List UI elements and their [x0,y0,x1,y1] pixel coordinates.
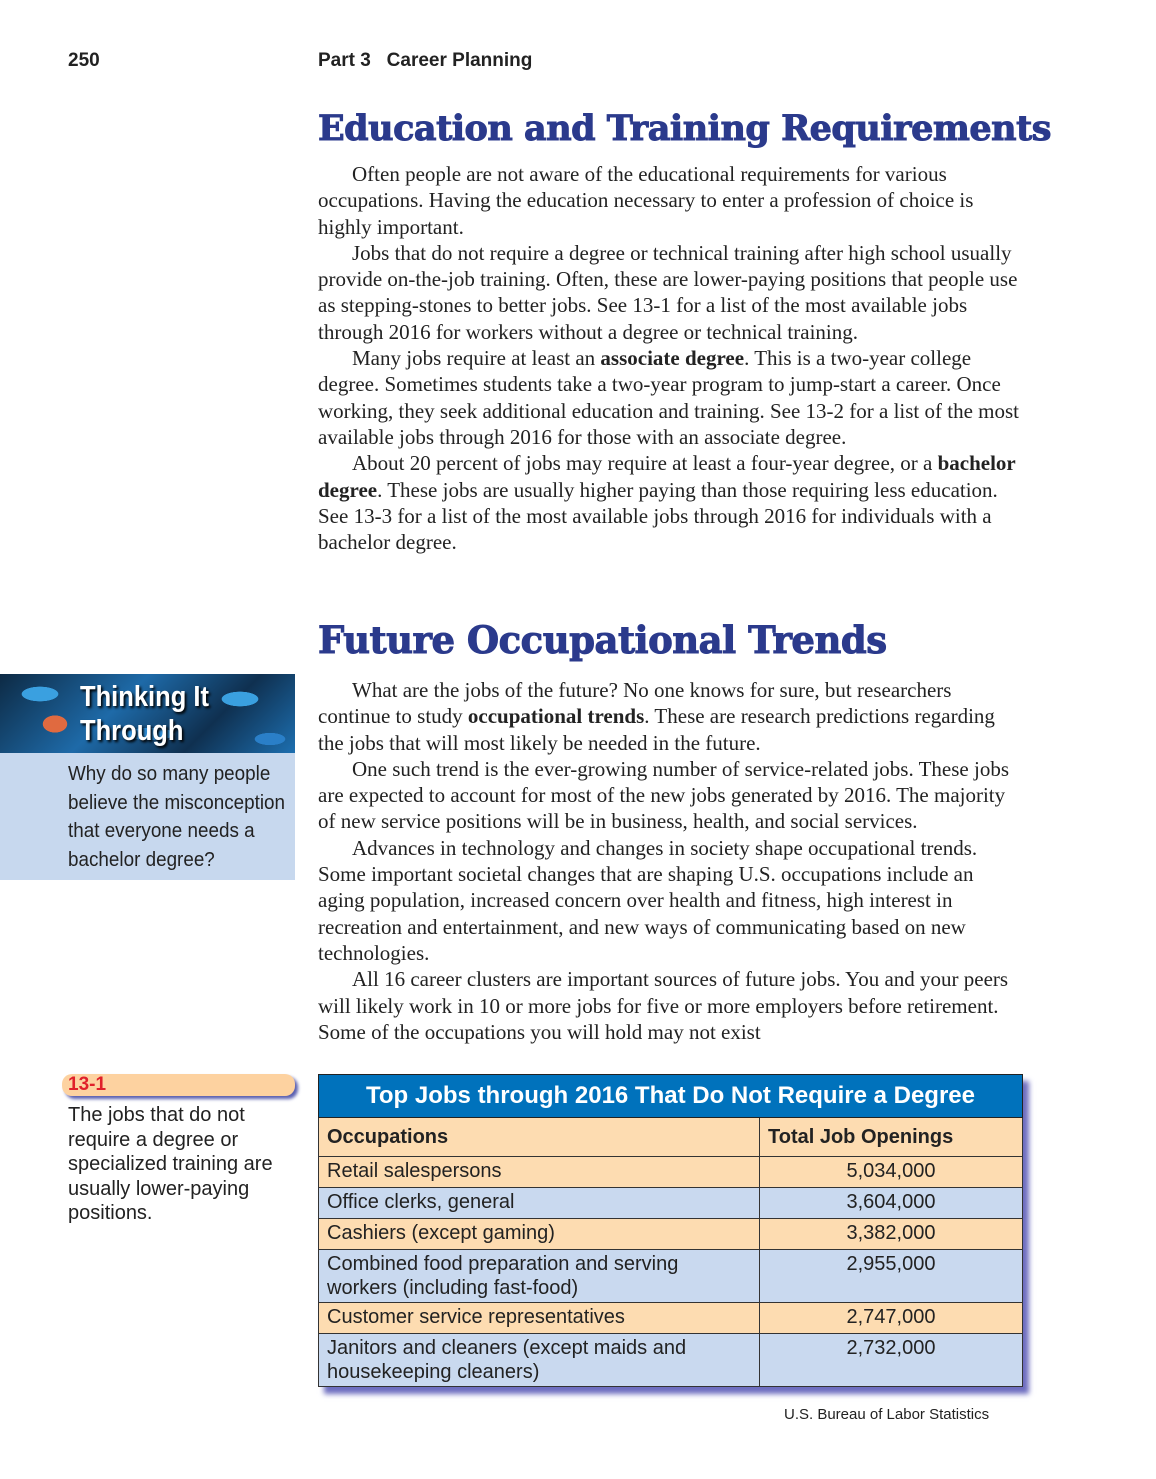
section-heading-education: Education and Training Requirements [318,108,1051,149]
key-term: bachelor degree [318,451,1016,502]
table-row [319,1334,1023,1387]
running-header [318,50,532,72]
text-run: Many jobs require at least an [352,346,601,371]
paragraph [318,161,1023,240]
page-number: 250 [68,50,100,71]
text-run: . These jobs are usually higher paying than those requiring less education. See 13-3 for a list of the most available jobs through 2016 for individuals with a bachelor degree. [318,477,998,555]
text-run: About 20 percent of jobs may require at least a four-year degree, or a [352,451,938,476]
part-title: Career Planning [386,50,533,71]
table-header-row [319,1118,1023,1157]
text-run: . These are research predictions regarding the jobs that will most likely be needed in the future. [318,704,995,755]
table-row [319,1250,1023,1303]
paragraph [318,677,1023,756]
section-body-education [318,161,1023,555]
text-run: What are the jobs of the future? No one knows for sure, but researchers continue to study [318,678,952,729]
openings-cell: 2,747,000 [760,1303,1023,1334]
section-body-trends [318,677,1023,1045]
openings-cell: 3,382,000 [760,1219,1023,1250]
column-header-occupations: Occupations [319,1118,760,1157]
occupation-cell: Office clerks, general [319,1188,760,1219]
text-run: All 16 career clusters are important sources of future jobs. You and your peers will likely work in 10 or more jobs for five or more employers before retirement. Some of the occupations you will hold may not exist [318,967,1009,1044]
paragraph [318,835,1023,966]
key-term: occupational trends [467,704,645,729]
thinking-title: Thinking It Through [80,681,210,747]
openings-cell: 2,732,000 [760,1334,1023,1387]
openings-cell: 2,955,000 [760,1250,1023,1303]
figure-label: 13-1 [62,1074,295,1096]
paragraph [318,966,1023,1045]
figure-caption: The jobs that do not require a degree or specialized training are usually lower-paying positions. [68,1104,273,1224]
table-row [319,1188,1023,1219]
jobs-table [318,1074,1023,1387]
paragraph [318,450,1023,555]
thinking-it-through-box [0,674,295,880]
table-row [319,1303,1023,1334]
text-run: . This is a two-year college degree. Sometimes students take a two-year program to jump-start a career. Once working, they seek additional education and training. See 13-2 for a list of the most available jobs through 2016 for those with an associate degree. [318,346,1019,449]
table-row [319,1157,1023,1188]
paragraph [318,240,1023,345]
table-row [319,1219,1023,1250]
section-heading-trends: Future Occupational Trends [318,618,887,662]
table-source: U.S. Bureau of Labor Statistics [784,1406,990,1423]
occupation-cell: Cashiers (except gaming) [319,1219,760,1250]
occupation-cell: Combined food preparation and serving workers (including fast-food) [319,1250,760,1303]
paragraph [318,345,1023,450]
thinking-banner-image [0,674,295,753]
thinking-question: Why do so many people believe the misconception that everyone needs a bachelor degree? [68,762,286,871]
occupation-cell: Retail salespersons [319,1157,760,1188]
openings-cell: 3,604,000 [760,1188,1023,1219]
part-label: Part 3 [318,50,371,71]
paragraph [318,756,1023,835]
occupation-cell: Janitors and cleaners (except maids and housekeeping cleaners) [319,1334,760,1387]
key-term: associate degree [600,346,745,371]
text-run: One such trend is the ever-growing number of service-related jobs. These jobs are expected to account for most of the new jobs generated by 2016. The majority of new service positions will be in business, health, and social services. [318,756,1009,834]
occupation-cell: Customer service representatives [319,1303,760,1334]
table-title: Top Jobs through 2016 That Do Not Require a Degree [319,1075,1023,1118]
text-run: Often people are not aware of the educational requirements for various occupations. Having the education necessary to enter a profession of choice is highly important. [318,162,974,239]
text-run: Jobs that do not require a degree or technical training after high school usually provide on-the-job training. Often, these are lower-paying positions that people use as stepping-stones to better jobs. See 13-1 for a list of the most available jobs through 2016 for workers without a degree or technical training. [318,240,1018,344]
openings-cell: 5,034,000 [760,1157,1023,1188]
text-run: Advances in technology and changes in society shape occupational trends. Some important societal changes that are shaping U.S. occupations include an aging population, increased concern over health and fitness, high interest in recreation and entertainment, and new ways of communicating based on new technologies. [318,835,978,965]
column-header-openings: Total Job Openings [760,1118,1023,1157]
